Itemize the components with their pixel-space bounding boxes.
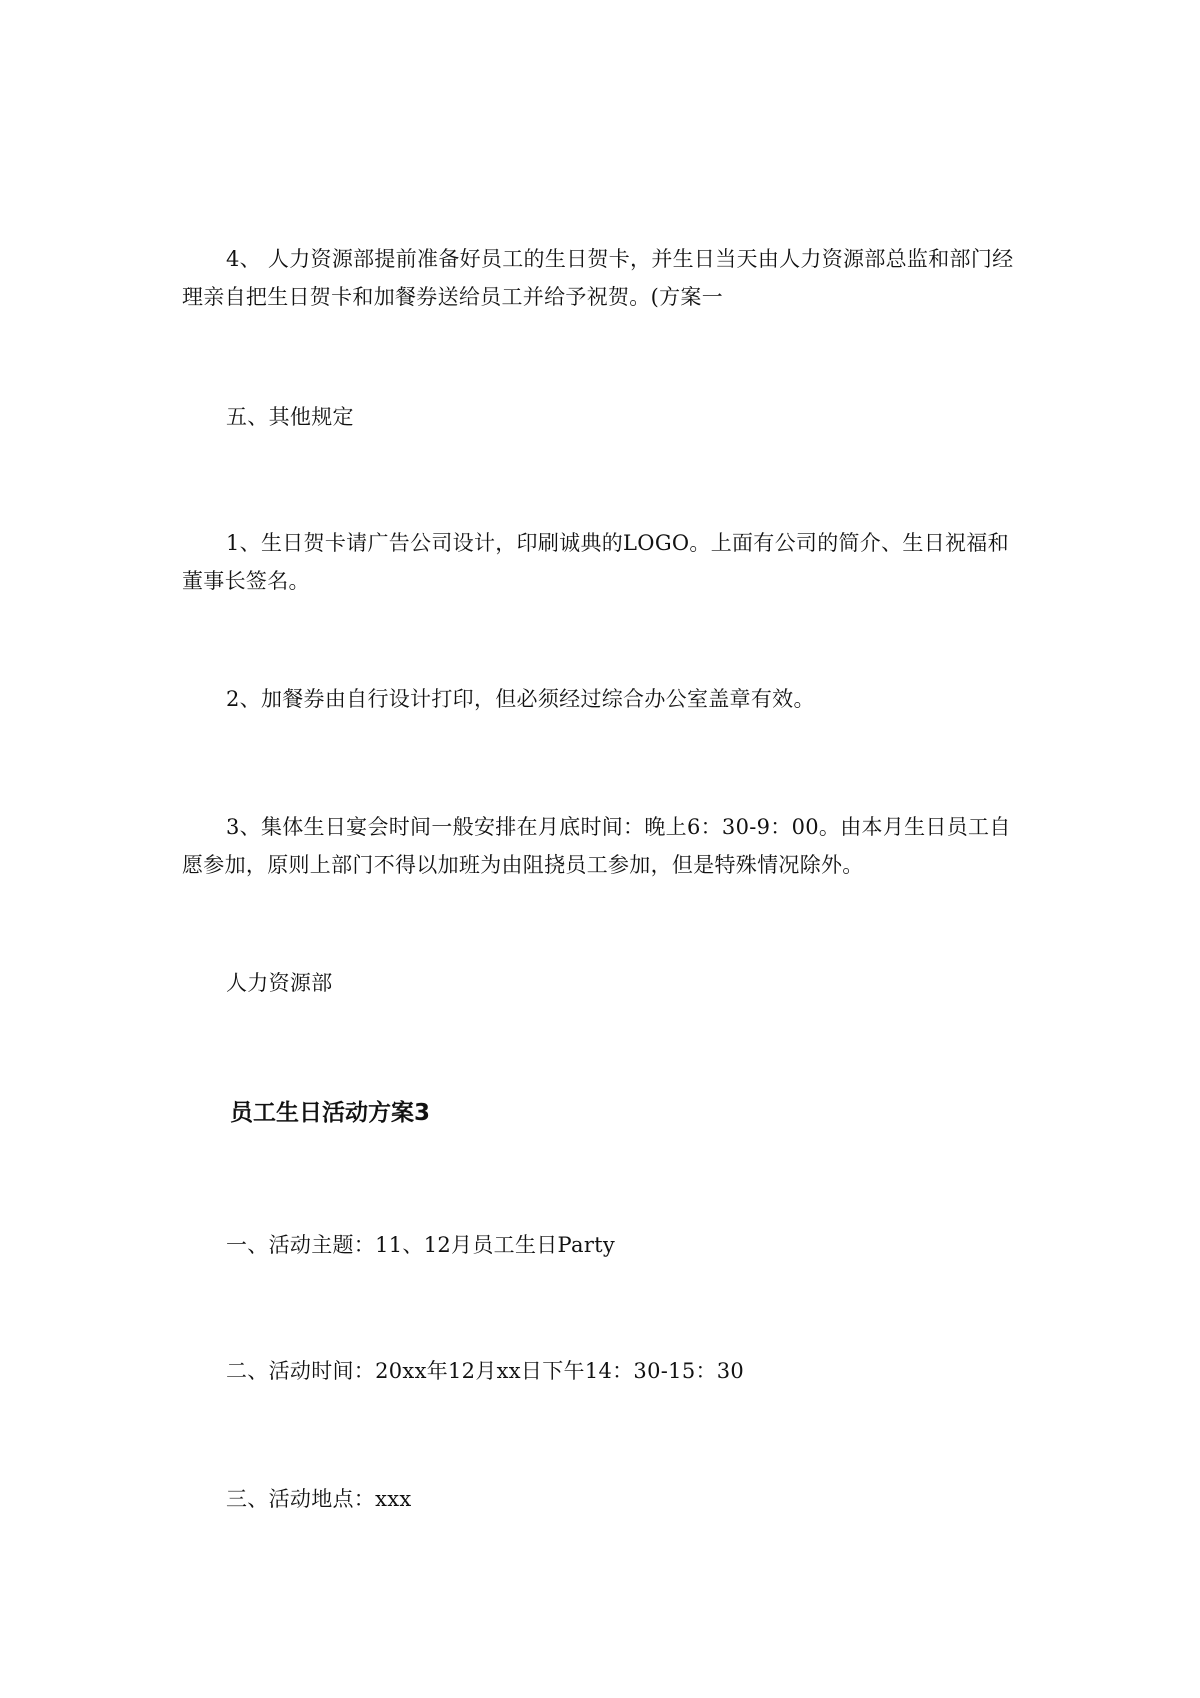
section-title: 员工生日活动方案3 (230, 1100, 431, 1126)
paragraph-birthday-card-delivery: 4、 人力资源部提前准备好员工的生日贺卡，并生日当天由人力资源部总监和部门经理亲自把生日贺卡和加餐券送给员工并给予祝贺。(方案一 (182, 247, 1014, 309)
paragraph-group-banquet: 3、集体生日宴会时间一般安排在月底时间：晚上6：30-9：00。由本月生日员工自愿参加，原则上部门不得以加班为由阻挠员工参加，但是特殊情况除外。 (182, 815, 1011, 877)
paragraph-activity-time: 二、活动时间：20xx年12月xx日下午14：30-15：30 (226, 1359, 745, 1383)
paragraph-meal-coupon: 2、加餐券由自行设计打印，但必须经过综合办公室盖章有效。 (226, 687, 815, 711)
paragraph-card-design: 1、生日贺卡请广告公司设计，印刷诚典的LOGO。上面有公司的简介、生日祝福和董事长签名。 (182, 531, 1009, 593)
paragraph-signature-department: 人力资源部 (226, 971, 333, 995)
paragraph-activity-location: 三、活动地点：xxx (226, 1487, 412, 1511)
paragraph-activity-theme: 一、活动主题：11、12月员工生日Party (226, 1233, 616, 1257)
paragraph-other-rules-heading: 五、其他规定 (226, 405, 354, 429)
